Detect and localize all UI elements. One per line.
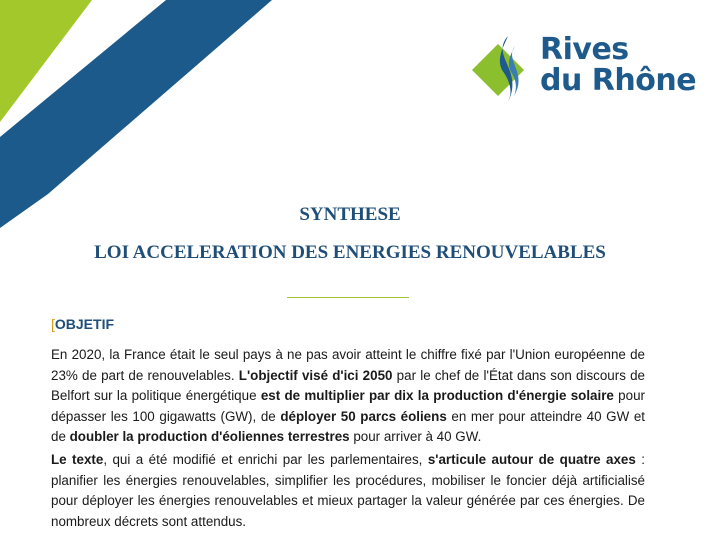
document-title [0,202,700,266]
text-run-bold: est de multiplier par dix la production d'énergie solaire [260,388,614,403]
title-line-1: SYNTHESE [299,204,401,225]
text-run-bold: s'articule autour de quatre axes [427,452,636,467]
text-run: pour arriver à 40 GW. [349,429,482,444]
text-run: en mer pour atteindre 40 GW et de [51,408,645,444]
section-bracket: [ [51,316,55,332]
paragraph-objective [51,345,645,448]
text-run: pour dépasser les 100 gigawatts (GW), de [51,388,645,424]
logo-line-2: du Rhône [540,63,697,98]
text-run-bold: doubler la production d'éoliennes terrestres [69,429,350,444]
brand-logo [468,30,708,110]
title-divider [287,297,409,298]
text-run-bold: L'objectif visé d'ici 2050 [238,367,393,383]
title-line-2: LOI ACCELERATION DES ENERGIES RENOUVELABLES [94,242,606,263]
logo-wordmark [540,34,696,96]
text-run: par le chef de l'État dans son discours de Belfort sur la politique énergétique [51,367,645,403]
paragraph-text-axes [51,450,645,532]
text-run: En 2020, la France était le seul pays à ne pas avoir atteint le chiffre fixé par l'Union européenne de 23% de part de renouvelables. [51,347,645,383]
text-run-bold: Le texte [51,452,104,467]
text-run-bold: déployer 50 parcs éoliens [280,408,447,424]
section-label: OBJETIF [54,316,115,332]
logo-diamond-icon [468,30,538,110]
text-run: : planifier les énergies renouvelables, simplifier les procédures, mobiliser le foncier déjà artificialisé pour déployer les énergies renouvelables et mieux partager la valeur générée par ces énergies. De nombreux décrets sont attendus. [51,452,645,529]
text-run: , qui a été modifié et enrichi par les parlementaires, [103,452,428,467]
logo-line-1: Rives [540,32,629,67]
section-heading [51,316,114,332]
